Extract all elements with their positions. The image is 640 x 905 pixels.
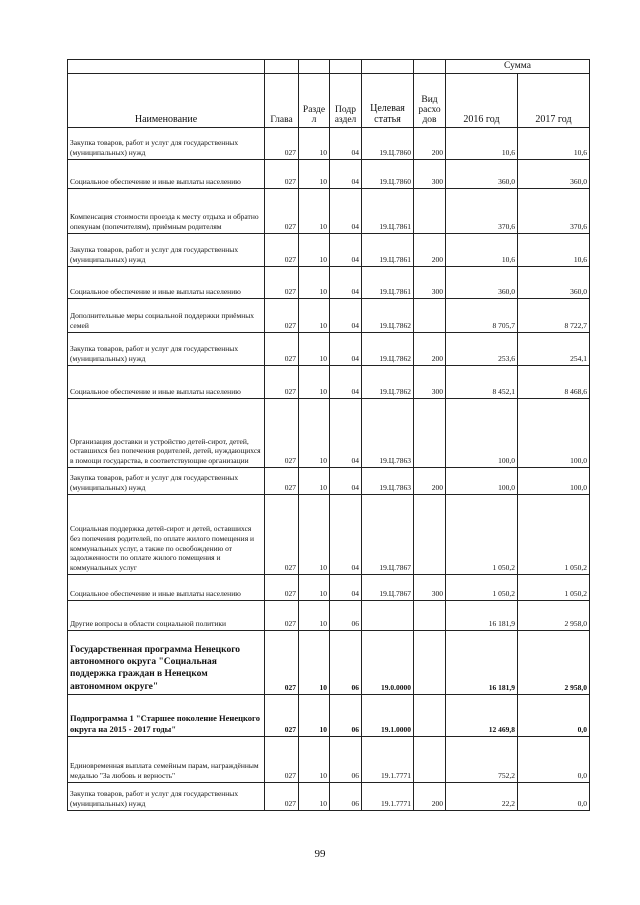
cell-target: 19.1.7771 <box>362 736 414 782</box>
cell-glava: 027 <box>265 365 299 398</box>
cell-glava: 027 <box>265 298 299 332</box>
cell-name: Социальное обеспечение и иные выплаты населению <box>68 365 265 398</box>
cell-name: Компенсация стоимости проезда к месту отдыха и обратно опекунам (попечителям), приёмным родителям <box>68 188 265 233</box>
cell-razdel: 10 <box>299 233 330 266</box>
cell-podrazdel: 04 <box>330 127 362 159</box>
cell-y2017: 360,0 <box>518 266 590 298</box>
cell-y2016: 8 452,1 <box>446 365 518 398</box>
cell-glava: 027 <box>265 188 299 233</box>
cell-glava: 027 <box>265 266 299 298</box>
cell-podrazdel: 06 <box>330 782 362 810</box>
cell-target: 19.Ц.7861 <box>362 233 414 266</box>
cell-y2017: 2 958,0 <box>518 600 590 630</box>
cell-glava: 027 <box>265 332 299 365</box>
cell-target: 19.Ц.7862 <box>362 332 414 365</box>
cell-razdel: 10 <box>299 630 330 694</box>
cell-vid <box>414 494 446 574</box>
cell-y2016: 253,6 <box>446 332 518 365</box>
cell-name: Дополнительные меры социальной поддержки приёмных семей <box>68 298 265 332</box>
cell-razdel: 10 <box>299 574 330 600</box>
table-row <box>68 630 590 694</box>
cell-y2017: 0,0 <box>518 736 590 782</box>
cell-name: Государственная программа Ненецкого автономного округа "Социальная поддержка граждан в Ненецком автономном округе" <box>68 630 265 694</box>
cell-podrazdel: 06 <box>330 694 362 736</box>
table-row <box>68 159 590 188</box>
cell-podrazdel: 04 <box>330 494 362 574</box>
header-target: Целевая статья <box>362 73 414 127</box>
cell-vid <box>414 694 446 736</box>
cell-y2017: 10,6 <box>518 127 590 159</box>
cell-name: Социальное обеспечение и иные выплаты населению <box>68 159 265 188</box>
cell-name: Закупка товаров, работ и услуг для государственных (муниципальных) нужд <box>68 332 265 365</box>
cell-name: Закупка товаров, работ и услуг для государственных (муниципальных) нужд <box>68 782 265 810</box>
cell-glava: 027 <box>265 494 299 574</box>
cell-y2016: 360,0 <box>446 159 518 188</box>
cell-glava: 027 <box>265 159 299 188</box>
cell-y2016: 16 181,9 <box>446 600 518 630</box>
cell-vid: 200 <box>414 467 446 494</box>
table-row <box>68 298 590 332</box>
table-row <box>68 233 590 266</box>
cell-target <box>362 600 414 630</box>
cell-razdel: 10 <box>299 298 330 332</box>
cell-vid <box>414 630 446 694</box>
header-podrazdel: Подр аздел <box>330 73 362 127</box>
cell-razdel: 10 <box>299 365 330 398</box>
cell-target: 19.Ц.7862 <box>362 365 414 398</box>
cell-name: Социальная поддержка детей-сирот и детей, оставшихся без попечения родителей, по оплате жилого помещения и коммунальных услуг, а также по освобождению от задолженности по оплате жилого помещения и коммунальных услуг <box>68 494 265 574</box>
cell-target: 19.Ц.7861 <box>362 266 414 298</box>
cell-target: 19.Ц.7862 <box>362 298 414 332</box>
cell-glava: 027 <box>265 398 299 467</box>
header-vid: Вид расхо дов <box>414 73 446 127</box>
cell-target: 19.Ц.7861 <box>362 188 414 233</box>
cell-y2016: 100,0 <box>446 467 518 494</box>
cell-razdel: 10 <box>299 332 330 365</box>
cell-vid: 300 <box>414 574 446 600</box>
table-row <box>68 694 590 736</box>
table-row <box>68 574 590 600</box>
cell-razdel: 10 <box>299 127 330 159</box>
cell-name: Социальное обеспечение и иные выплаты населению <box>68 574 265 600</box>
cell-razdel: 10 <box>299 694 330 736</box>
cell-vid: 300 <box>414 365 446 398</box>
cell-razdel: 10 <box>299 782 330 810</box>
cell-target: 19.Ц.7860 <box>362 127 414 159</box>
header-row <box>68 73 590 127</box>
cell-vid: 300 <box>414 159 446 188</box>
cell-razdel: 10 <box>299 159 330 188</box>
cell-podrazdel: 04 <box>330 266 362 298</box>
page-number: 99 <box>314 848 326 860</box>
cell-target: 19.Ц.7863 <box>362 398 414 467</box>
cell-y2017: 2 958,0 <box>518 630 590 694</box>
budget-table <box>67 59 590 811</box>
cell-podrazdel: 04 <box>330 365 362 398</box>
cell-y2016: 100,0 <box>446 398 518 467</box>
cell-razdel: 10 <box>299 467 330 494</box>
cell-target: 19.Ц.7867 <box>362 574 414 600</box>
cell-podrazdel: 04 <box>330 188 362 233</box>
cell-glava: 027 <box>265 574 299 600</box>
cell-target: 19.Ц.7863 <box>362 467 414 494</box>
cell-glava: 027 <box>265 694 299 736</box>
cell-y2016: 1 050,2 <box>446 494 518 574</box>
table-row <box>68 467 590 494</box>
cell-name: Социальное обеспечение и иные выплаты населению <box>68 266 265 298</box>
header-row-top <box>68 60 590 74</box>
cell-y2017: 0,0 <box>518 782 590 810</box>
cell-y2016: 10,6 <box>446 127 518 159</box>
cell-podrazdel: 04 <box>330 574 362 600</box>
cell-y2017: 100,0 <box>518 398 590 467</box>
cell-glava: 027 <box>265 467 299 494</box>
header-2017: 2017 год <box>518 73 590 127</box>
header-name: Наименование <box>68 73 265 127</box>
table-row <box>68 332 590 365</box>
cell-y2016: 22,2 <box>446 782 518 810</box>
cell-podrazdel: 04 <box>330 398 362 467</box>
cell-y2017: 100,0 <box>518 467 590 494</box>
cell-glava: 027 <box>265 630 299 694</box>
cell-glava: 027 <box>265 233 299 266</box>
cell-podrazdel: 06 <box>330 630 362 694</box>
cell-vid <box>414 600 446 630</box>
cell-name: Закупка товаров, работ и услуг для государственных (муниципальных) нужд <box>68 127 265 159</box>
table-row <box>68 127 590 159</box>
cell-name: Другие вопросы в области социальной политики <box>68 600 265 630</box>
cell-y2017: 254,1 <box>518 332 590 365</box>
cell-name: Единовременная выплата семейным парам, награждённым медалью "За любовь и верность" <box>68 736 265 782</box>
cell-podrazdel: 04 <box>330 467 362 494</box>
cell-glava: 027 <box>265 127 299 159</box>
cell-target: 19.0.0000 <box>362 630 414 694</box>
cell-y2016: 10,6 <box>446 233 518 266</box>
cell-y2016: 8 705,7 <box>446 298 518 332</box>
cell-podrazdel: 06 <box>330 736 362 782</box>
cell-name: Подпрограмма 1 "Старшее поколение Ненецкого округа на 2015 - 2017 годы" <box>68 694 265 736</box>
cell-y2016: 752,2 <box>446 736 518 782</box>
table-row <box>68 600 590 630</box>
cell-podrazdel: 04 <box>330 298 362 332</box>
table-row <box>68 736 590 782</box>
cell-y2017: 360,0 <box>518 159 590 188</box>
cell-razdel: 10 <box>299 736 330 782</box>
cell-y2017: 10,6 <box>518 233 590 266</box>
cell-target: 19.1.7771 <box>362 782 414 810</box>
table-row <box>68 782 590 810</box>
cell-vid <box>414 298 446 332</box>
cell-y2017: 370,6 <box>518 188 590 233</box>
cell-vid: 200 <box>414 782 446 810</box>
cell-glava: 027 <box>265 782 299 810</box>
cell-y2016: 16 181,9 <box>446 630 518 694</box>
cell-podrazdel: 04 <box>330 332 362 365</box>
cell-y2017: 0,0 <box>518 694 590 736</box>
cell-podrazdel: 04 <box>330 233 362 266</box>
table-row <box>68 188 590 233</box>
cell-y2016: 360,0 <box>446 266 518 298</box>
cell-y2016: 370,6 <box>446 188 518 233</box>
header-razdel: Разде л <box>299 73 330 127</box>
cell-vid <box>414 736 446 782</box>
header-2016: 2016 год <box>446 73 518 127</box>
cell-target: 19.1.0000 <box>362 694 414 736</box>
cell-razdel: 10 <box>299 398 330 467</box>
table-row <box>68 398 590 467</box>
cell-vid: 200 <box>414 233 446 266</box>
header-sum: Сумма <box>446 60 590 74</box>
cell-podrazdel: 06 <box>330 600 362 630</box>
table-row <box>68 365 590 398</box>
cell-vid: 300 <box>414 266 446 298</box>
cell-y2017: 8 722,7 <box>518 298 590 332</box>
cell-vid: 200 <box>414 127 446 159</box>
cell-razdel: 10 <box>299 188 330 233</box>
table-row <box>68 266 590 298</box>
cell-name: Организация доставки и устройство детей-сирот, детей, оставшихся без попечения родителей, детей, нуждающихся в помощи государства, в соответствующие организации <box>68 398 265 467</box>
cell-name: Закупка товаров, работ и услуг для государственных (муниципальных) нужд <box>68 233 265 266</box>
cell-target: 19.Ц.7860 <box>362 159 414 188</box>
cell-razdel: 10 <box>299 494 330 574</box>
cell-y2017: 1 050,2 <box>518 494 590 574</box>
cell-y2017: 8 468,6 <box>518 365 590 398</box>
cell-y2017: 1 050,2 <box>518 574 590 600</box>
cell-target: 19.Ц.7867 <box>362 494 414 574</box>
cell-glava: 027 <box>265 600 299 630</box>
cell-name: Закупка товаров, работ и услуг для государственных (муниципальных) нужд <box>68 467 265 494</box>
table-row <box>68 494 590 574</box>
cell-y2016: 12 469,8 <box>446 694 518 736</box>
cell-vid <box>414 188 446 233</box>
cell-razdel: 10 <box>299 600 330 630</box>
cell-vid <box>414 398 446 467</box>
cell-y2016: 1 050,2 <box>446 574 518 600</box>
cell-razdel: 10 <box>299 266 330 298</box>
cell-glava: 027 <box>265 736 299 782</box>
cell-podrazdel: 04 <box>330 159 362 188</box>
cell-vid: 200 <box>414 332 446 365</box>
header-glava: Глава <box>265 73 299 127</box>
